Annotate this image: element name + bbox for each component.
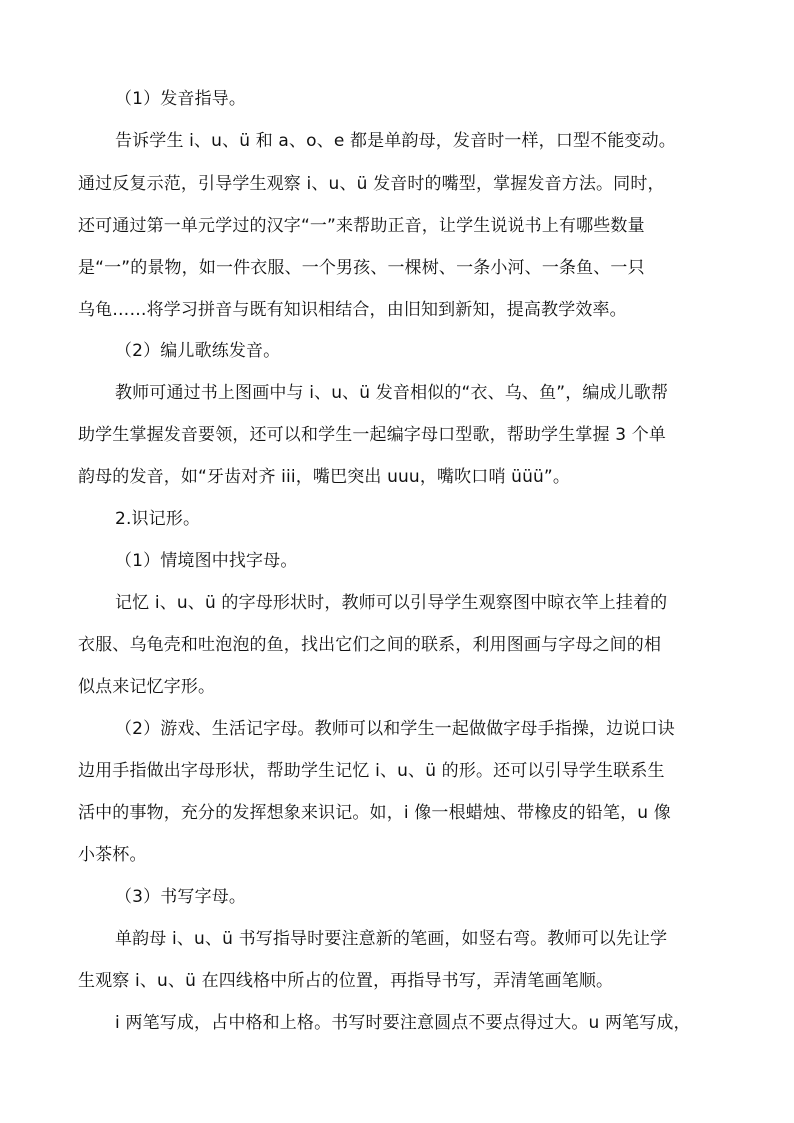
paragraph-line: 韵母的发音，如“牙齿对齐 iii，嘴巴突出 uuu，嘴吹口哨 üüü”。 — [78, 467, 571, 487]
section-heading-pronunciation: （1）发音指导。 — [115, 89, 247, 109]
paragraph-line: 还可通过第一单元学过的汉字“一”来帮助正音，让学生说说书上有哪些数量 — [78, 216, 645, 236]
paragraph-line: i 两笔写成，占中格和上格。书写时要注意圆点不要点得过大。u 两笔写成， — [115, 1013, 691, 1033]
paragraph-line: 通过反复示范，引导学生观察 i、u、ü 发音时的嘴型，掌握发音方法。同时， — [78, 174, 665, 194]
paragraph-line: 乌龟……将学习拼音与既有知识相结合，由旧知到新知，提高教学效率。 — [78, 300, 627, 320]
paragraph-line: 助学生掌握发音要领，还可以和学生一起编字母口型歌，帮助学生掌握 3 个单 — [78, 425, 667, 445]
paragraph-line: 生观察 i、u、ü 在四线格中所占的位置，再指导书写，弄清笔画笔顺。 — [78, 971, 614, 991]
subsection-heading-find-letters: （1）情境图中找字母。 — [115, 551, 298, 571]
paragraph-line: （2）游戏、生活记字母。教师可以和学生一起做做字母手指操，边说口诀 — [115, 719, 675, 739]
subsection-heading-writing: （3）书写字母。 — [115, 887, 247, 907]
paragraph-line: 边用手指做出字母形状，帮助学生记忆 i、u、ü 的形。还可以引导学生联系生 — [78, 761, 665, 781]
paragraph-line: 小茶杯。 — [78, 845, 147, 865]
paragraph-line: 是“一”的景物，如一件衣服、一个男孩、一棵树、一条小河、一条鱼、一只 — [78, 258, 645, 278]
paragraph-line: 活中的事物，充分的发挥想象来识记。如，i 像一根蜡烛、带橡皮的铅笔，u 像 — [78, 803, 671, 823]
paragraph-line: 教师可通过书上图画中与 i、u、ü 发音相似的“衣、乌、鱼”，编成儿歌帮 — [115, 383, 669, 403]
section-heading-song: （2）编儿歌练发音。 — [115, 341, 281, 361]
paragraph-line: 衣服、乌龟壳和吐泡泡的鱼，找出它们之间的联系，利用图画与字母之间的相 — [78, 635, 662, 655]
paragraph-line: 似点来记忆字形。 — [78, 677, 216, 697]
paragraph-line: 告诉学生 i、u、ü 和 a、o、e 都是单韵母，发音时一样，口型不能变动。 — [115, 131, 676, 151]
paragraph-line: 记忆 i、u、ü 的字母形状时，教师可以引导学生观察图中晾衣竿上挂着的 — [115, 593, 668, 613]
section-heading-shape: 2.识记形。 — [115, 509, 201, 529]
paragraph-line: 单韵母 i、u、ü 书写指导时要注意新的笔画，如竖右弯。教师可以先让学 — [115, 929, 668, 949]
